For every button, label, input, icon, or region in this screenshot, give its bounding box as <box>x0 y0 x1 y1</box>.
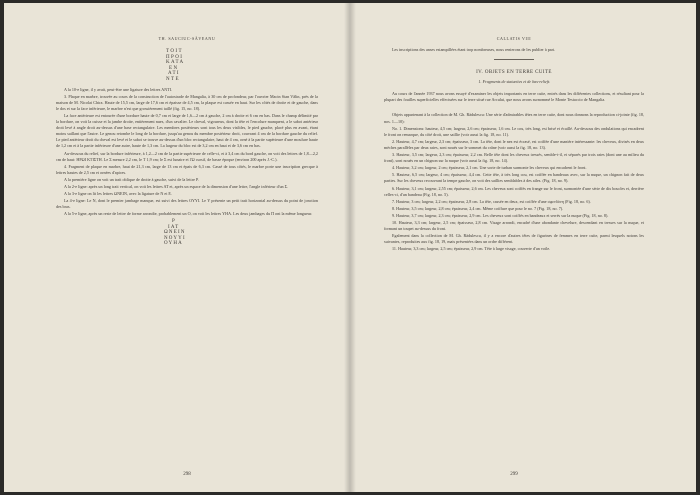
paragraph: A la 10-e ligne, il y avait, peut-être une ligature des lettres ANTI. <box>64 86 173 92</box>
paragraph: A la 2-e ligne: après un long trait vertical, on voit les lettres AT et, après un espace de la dimension d'une lettre, l'angle inférieur d'un Σ. <box>64 183 289 189</box>
paragraph: A la 5-e ligne, après un reste de lettre de forme arrondie, probablement un Ο, on voit les lettres ΥΗΑ. Les deux jambages du Π ont la même longueur. <box>64 211 313 217</box>
book-spread <box>4 3 696 492</box>
inscription-line: ΟΥΗΑ <box>164 241 183 247</box>
intro-paragraph: Les inscriptions des anses estampillées étant trop nombreuses, nous renierons de les publier à part. <box>392 47 556 52</box>
paragraph: Egalement dans la collection de M. Gh. Rădulescu, il y a encore d'autres têtes de figurines de femmes en terre cuite, parmi lesquels notons les suivantes, reproduites aux fig. 18, 19, mais présentées dans un ordre différent. <box>384 233 644 245</box>
inscription-line: ΝΟΥΥΙ <box>164 235 186 241</box>
paragraph: 2. Hauteur, 4,7 cm; largeur, 2,3 cm; épaisseur, 3 cm. La tête, dont le nez est écrasé, est coiffée d'une manière intéressante: les cheveux, divisés en deux mèches parallèles par deux raies, sont noués sur le sommet du crâne (voir aussi la fig. 18, no. 13). <box>384 138 644 150</box>
right-body-text <box>384 91 644 252</box>
paragraph: 4. Hauteur, 3,2 cm; largeur, 2 cm; épaisseur, 2,1 cm. Une sorte de turban surmonte les cheveux qui encadrent le front. <box>392 165 587 171</box>
inscription-line: ΕΝ <box>169 65 179 71</box>
inscription-line: ΤΟΙΤ <box>166 49 183 54</box>
right-page <box>350 3 696 492</box>
paragraph: 5. Hauteur, 6,5 cm; largeur, 4 cm; épaisseur, 4,4 cm. Cette tête, à très long cou, est coiffée en bandeaux avec, sur la nuque, un chignon fait de deux parties. Sur les cheveux recouvrant la tempe gauche, on voit des saillies semblables à des ailes. (Fig. 18, no. 9). <box>384 172 644 184</box>
page-number-left: 298 <box>183 471 191 477</box>
paragraph: 11. Hauteur, 3,3 cm; largeur, 2,5 cm; épaisseur, 2,9 cm. Tête à large visage, couverte d'un voile. <box>392 246 551 252</box>
inscription-line: ΠΡΟΙ <box>166 54 184 60</box>
inscription-line: ΙΑΤ <box>168 224 180 230</box>
paragraph: 7. Hauteur, 3 cm; largeur, 2,2 cm; épaisseur, 2,8 cm. La tête, cassée en deux, est coiffée d'une σφενδόνη (Fig. 18, no. 6). <box>392 198 591 204</box>
paragraph: No. 1. Dimensions: hauteur, 4,5 cm; largeur, 2,6 cm; épaisseur, 1,6 cm. Le cou, très long, est brisé et écaillé. Au-dessous des ondulations qui encadrent le front on remarque, du côté droit, une saillie (voir aussi la fig. 18, no. 11). <box>384 125 644 137</box>
paragraph: A la 3-e ligne on lit les lettres ΩΝΕΙΝ, avec la ligature de Ν et Ε. <box>64 191 172 197</box>
inscription-block-top <box>56 49 318 83</box>
paragraph: 3. Plaque en marbre, trouvée au cours de la construction de l'autostrade de Mangalia, à 30 cm de profondeur, par l'ouvrier Macin Stan Vâlin, près de la maison de M. Nicolai Chira. Haute de 15,5 cm, large de 17,6 cm et épaisse de 4,5 cm, la plaque est cassée en haut. Sur les côtés de droite et de gauche, dans le dos et sur la face inférieure, le marbre n'est que grossièrement taillé (fig. 15, no. 18). <box>56 93 318 111</box>
paragraph: 8. Hauteur, 3,5 cm; largeur, 2,8 cm; épaisseur, 2,4 cm. Même coiffure que pour le no. 7 (Fig. 18, no. 7). <box>392 205 564 211</box>
left-page <box>4 3 350 492</box>
paragraph: 3. Hauteur, 3,5 cm; largeur, 2,3 cm; épaisseur, 2,2 cm. Belle tête dont les cheveux tressés, semble-t-il, et séparés par trois raies (dont une au milieu du front), sont noués en un chignon sur la nuque (voir aussi la fig. 18, no. 14). <box>384 152 644 164</box>
left-body-text <box>56 87 318 218</box>
paragraph: La 4-e ligne: Le N, dont le premier jambage manque, est suivi des lettres ΟΥΥΙ. Le Υ présente un petit trait horizontal au-dessus du point de jonction des bras. <box>56 198 318 210</box>
running-header-left: TH. SAUCIUC-SĂVEANU <box>158 36 216 41</box>
paragraph: Au cours de l'année 1937 nous avons essayé d'examiner les objets importants en terre cuite, entrés dans les différentes collections, et résultant pour la plupart des fouilles superficielles effectuées sur le terre situé rue Arcului, que nous avons surnommé le Monte Testaccio de Mangalia. <box>384 91 644 103</box>
paragraph: 4. Fragment de plaque en marbre, haut de 21,3 cm, large de 13 cm et épais de 6,3 cm. Cassé de tous côtés, le marbre porte une inscription grecque à lettres hautes de 2,5 cm et ornées d'apices. <box>56 163 318 175</box>
inscription-line: ΑΤΙ <box>168 71 180 77</box>
running-header-right: CALLATIS VIII <box>496 36 532 41</box>
paragraph: Objets appartenant à la collection de M. Gh. Rădulescu: Une série d'admirables têtes en terre cuite, dont nous donnons la reproduction ci-jointe (fig. 18, nos. 1—10): <box>384 112 644 124</box>
paragraph: La face antérieure est entourée d'une bordure haute de 0,7 cm et large de 1,6—2 cm à gauche, 2 cm à droite et 6 cm en bas. Dans le champ délimité par la bordure, on voit la cuisse et la jambe droite, entièrement nues, d'un cavalier. Le cheval, vigoureux, dont la tête et l'encolure manquent, a le sabot antérieur droit levé à angle droit au-dessus d'une base rectangulaire. Les membres postérieurs sont tous les deux visibles, le pied gauche, placé plus en avant, étant moins saillant que l'autre. Le genou retombe le long de la bordure, jusqu'au genou du membre postérieur droit, couvrant 4 cm de la bordure gauche du relief. Le pied antérieur droit du cheval est levé et le sabot se trouve au-dessus d'un bloc rectangulaire, haut de 4 cm, orné à la partie supérieure d'une moulure haute de 1,2 cm et à la partie inférieure d'une autre, haute de 1,3 cm. La largeur du bloc est de 3,2 cm en haut et de 3,6 cm en bas. <box>56 112 318 149</box>
subsection-title: 1. Fragments de statuettes et de bas-reliefs <box>478 79 550 85</box>
inscription-block-bottom <box>56 219 318 246</box>
paragraph: Au-dessous du relief, sur la bordure inférieure, à 1,2—2 cm de la partie supérieure de celle-ci, et à 3,4 cm du bord gauche, on voit des lettres de 1,8—2,2 cm de haut: ΗΡΩΙ ΚΤΙΣΤΗ. Le Σ mesure 2,2 cm, le Τ 1,9 cm; le Σ est lunaire et l'Ω cursif, de basse époque (environ 200 après J.-C.). <box>56 150 318 162</box>
inscription-line: ΝΤΕ <box>166 76 180 82</box>
inscription-line: ΚΑΤΑ <box>166 60 185 66</box>
section-title: IV. OBJETS EN TERRE CUITE <box>476 70 552 76</box>
paragraph: 10. Hauteur, 3,3 cm; largeur, 2,5 cm; épaisseur, 2,8 cm. Visage arrondi, encadré d'une abondante chevelure, descendant en tresses sur la nuque, et formant un toupet au-dessus du front. <box>384 219 644 232</box>
paragraph: A la première ligne on voit un trait oblique de droite à gauche, suivi de la lettre P. <box>64 176 199 182</box>
inscription-line: Ρ <box>172 219 176 225</box>
paragraph: 9. Hauteur, 3,7 cm; largeur, 2,3 cm; épaisseur, 2,9 cm. Les cheveux sont coiffés en bandeaux et serrés sur la nuque (Fig. 18, no. 8). <box>392 212 609 218</box>
page-number-right: 299 <box>510 471 518 477</box>
spacer <box>384 104 644 112</box>
book-gutter-shadow <box>344 3 356 492</box>
section-divider <box>494 59 534 60</box>
paragraph: 6. Hauteur, 3,1 cm; largeur, 2,55 cm; épaisseur, 2,6 cm. Les cheveux sont coiffés en frange sur le front, surmontée d'une série de dix boucles et, derrière celles-ci, d'un bandeau (Fig. 18, no. 5). <box>384 185 644 197</box>
inscription-line: ΩΝΕΙΝ <box>164 230 186 236</box>
